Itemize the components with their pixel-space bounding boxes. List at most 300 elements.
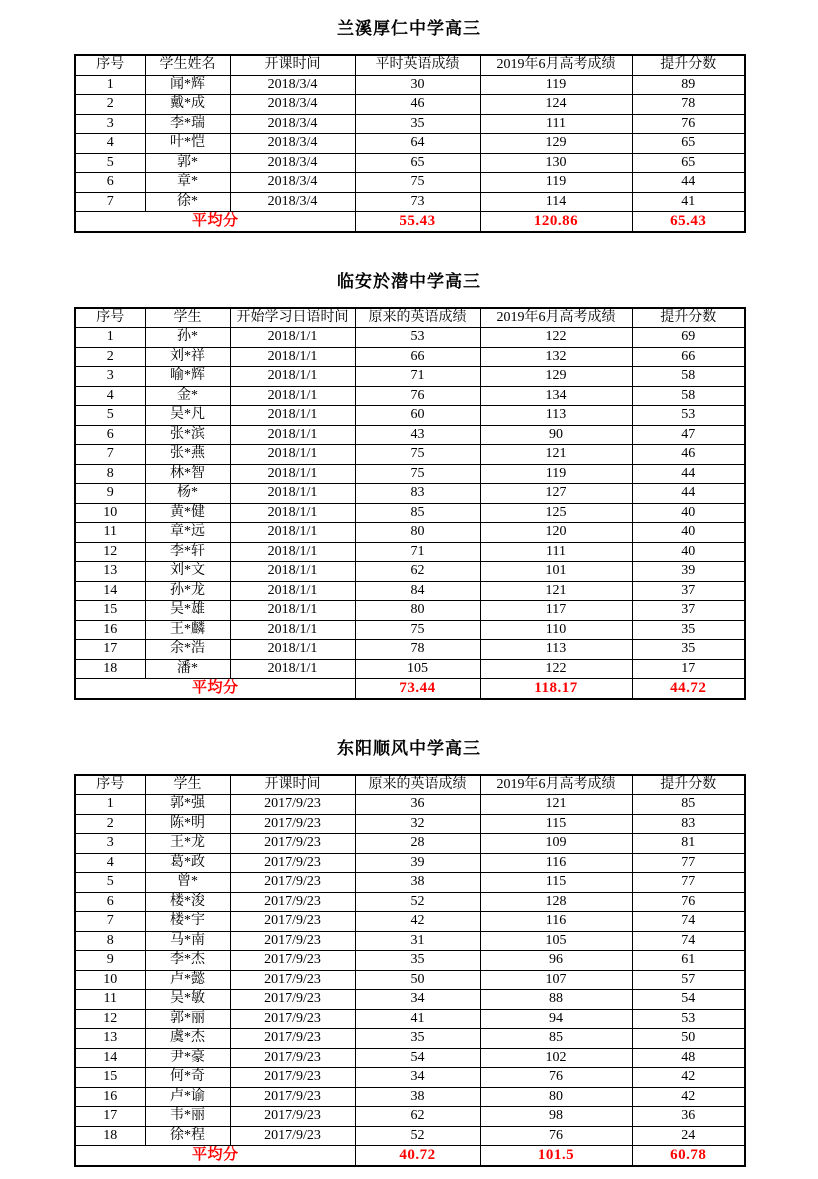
cell: 2017/9/23 <box>230 1107 355 1127</box>
cell: 韦*丽 <box>145 1107 230 1127</box>
average-value: 101.5 <box>480 1146 632 1166</box>
cell: 75 <box>355 173 480 193</box>
cell: 吴*雄 <box>145 601 230 621</box>
table-row <box>75 814 745 834</box>
average-value: 73.44 <box>355 679 480 699</box>
column-header: 提升分数 <box>632 308 745 328</box>
table-row <box>75 601 745 621</box>
table-row <box>75 659 745 679</box>
table-row <box>75 134 745 154</box>
cell: 85 <box>480 1029 632 1049</box>
cell: 2018/1/1 <box>230 659 355 679</box>
cell: 28 <box>355 834 480 854</box>
cell: 105 <box>355 659 480 679</box>
table-row <box>75 853 745 873</box>
cell: 曾* <box>145 873 230 893</box>
cell: 2 <box>75 814 145 834</box>
cell: 15 <box>75 1068 145 1088</box>
cell: 4 <box>75 134 145 154</box>
column-header: 2019年6月高考成绩 <box>480 775 632 795</box>
cell: 80 <box>355 523 480 543</box>
cell: 9 <box>75 484 145 504</box>
cell: 10 <box>75 970 145 990</box>
cell: 郭*丽 <box>145 1009 230 1029</box>
cell: 王*龙 <box>145 834 230 854</box>
cell: 80 <box>355 601 480 621</box>
cell: 134 <box>480 386 632 406</box>
table-row <box>75 892 745 912</box>
cell: 2018/1/1 <box>230 425 355 445</box>
cell: 2017/9/23 <box>230 970 355 990</box>
cell: 2017/9/23 <box>230 1087 355 1107</box>
cell: 2018/1/1 <box>230 503 355 523</box>
cell: 黄*健 <box>145 503 230 523</box>
cell: 2017/9/23 <box>230 1126 355 1146</box>
cell: 129 <box>480 367 632 387</box>
cell: 37 <box>632 581 745 601</box>
table-row <box>75 640 745 660</box>
cell: 12 <box>75 542 145 562</box>
cell: 6 <box>75 425 145 445</box>
table-row <box>75 173 745 193</box>
header-row <box>75 308 745 328</box>
cell: 2018/3/4 <box>230 153 355 173</box>
cell: 章*远 <box>145 523 230 543</box>
cell: 13 <box>75 1029 145 1049</box>
cell: 17 <box>75 640 145 660</box>
cell: 65 <box>355 153 480 173</box>
cell: 85 <box>355 503 480 523</box>
table-row <box>75 873 745 893</box>
cell: 徐* <box>145 192 230 212</box>
cell: 2018/1/1 <box>230 406 355 426</box>
cell: 122 <box>480 328 632 348</box>
cell: 17 <box>75 1107 145 1127</box>
cell: 2018/3/4 <box>230 114 355 134</box>
page-title: 东阳顺风中学高三 <box>337 738 481 758</box>
cell: 44 <box>632 464 745 484</box>
column-header: 平时英语成绩 <box>355 55 480 75</box>
cell: 孙* <box>145 328 230 348</box>
cell: 132 <box>480 347 632 367</box>
header-row <box>75 55 745 75</box>
cell: 121 <box>480 581 632 601</box>
cell: 2018/1/1 <box>230 484 355 504</box>
cell: 53 <box>632 406 745 426</box>
cell: 16 <box>75 620 145 640</box>
table-row <box>75 1068 745 1088</box>
cell: 71 <box>355 542 480 562</box>
column-header: 学生 <box>145 775 230 795</box>
cell: 69 <box>632 328 745 348</box>
column-header: 原来的英语成绩 <box>355 775 480 795</box>
cell: 16 <box>75 1087 145 1107</box>
cell: 74 <box>632 931 745 951</box>
table-row <box>75 1107 745 1127</box>
table-row <box>75 970 745 990</box>
cell: 2018/1/1 <box>230 445 355 465</box>
cell: 戴*成 <box>145 95 230 115</box>
table-row <box>75 114 745 134</box>
column-header: 原来的英语成绩 <box>355 308 480 328</box>
cell: 128 <box>480 892 632 912</box>
average-value: 55.43 <box>355 212 480 232</box>
cell: 2018/3/4 <box>230 95 355 115</box>
table-row <box>75 406 745 426</box>
cell: 6 <box>75 892 145 912</box>
score-table <box>74 54 746 233</box>
table-row <box>75 328 745 348</box>
cell: 80 <box>480 1087 632 1107</box>
cell: 38 <box>355 1087 480 1107</box>
table-row <box>75 1009 745 1029</box>
table-row <box>75 795 745 815</box>
average-label: 平均分 <box>75 1146 355 1166</box>
cell: 52 <box>355 892 480 912</box>
cell: 127 <box>480 484 632 504</box>
cell: 75 <box>355 445 480 465</box>
cell: 35 <box>355 951 480 971</box>
cell: 14 <box>75 581 145 601</box>
cell: 76 <box>632 892 745 912</box>
cell: 2017/9/23 <box>230 873 355 893</box>
cell: 78 <box>355 640 480 660</box>
cell: 62 <box>355 562 480 582</box>
cell: 13 <box>75 562 145 582</box>
average-row <box>75 1146 745 1166</box>
cell: 50 <box>355 970 480 990</box>
average-label: 平均分 <box>75 679 355 699</box>
cell: 2 <box>75 95 145 115</box>
cell: 125 <box>480 503 632 523</box>
cell: 32 <box>355 814 480 834</box>
cell: 杨* <box>145 484 230 504</box>
cell: 31 <box>355 931 480 951</box>
cell: 2018/3/4 <box>230 75 355 95</box>
column-header: 提升分数 <box>632 775 745 795</box>
cell: 2017/9/23 <box>230 990 355 1010</box>
cell: 96 <box>480 951 632 971</box>
cell: 2018/1/1 <box>230 367 355 387</box>
cell: 121 <box>480 795 632 815</box>
cell: 47 <box>632 425 745 445</box>
cell: 65 <box>632 153 745 173</box>
cell: 77 <box>632 853 745 873</box>
table-row <box>75 931 745 951</box>
cell: 35 <box>632 640 745 660</box>
table-row <box>75 192 745 212</box>
cell: 74 <box>632 912 745 932</box>
cell: 54 <box>632 990 745 1010</box>
cell: 24 <box>632 1126 745 1146</box>
cell: 6 <box>75 173 145 193</box>
cell: 81 <box>632 834 745 854</box>
cell: 2018/3/4 <box>230 134 355 154</box>
cell: 35 <box>632 620 745 640</box>
cell: 119 <box>480 464 632 484</box>
table-row <box>75 1087 745 1107</box>
cell: 130 <box>480 153 632 173</box>
column-header: 学生 <box>145 308 230 328</box>
table-row <box>75 386 745 406</box>
cell: 卢*谕 <box>145 1087 230 1107</box>
cell: 张*滨 <box>145 425 230 445</box>
cell: 62 <box>355 1107 480 1127</box>
cell: 李*瑞 <box>145 114 230 134</box>
cell: 65 <box>632 134 745 154</box>
cell: 18 <box>75 1126 145 1146</box>
cell: 2018/1/1 <box>230 581 355 601</box>
cell: 2017/9/23 <box>230 1048 355 1068</box>
cell: 76 <box>632 114 745 134</box>
cell: 15 <box>75 601 145 621</box>
cell: 楼*宇 <box>145 912 230 932</box>
cell: 41 <box>632 192 745 212</box>
cell: 111 <box>480 114 632 134</box>
cell: 48 <box>632 1048 745 1068</box>
column-header: 开始学习日语时间 <box>230 308 355 328</box>
cell: 18 <box>75 659 145 679</box>
cell: 113 <box>480 406 632 426</box>
cell: 8 <box>75 464 145 484</box>
cell: 117 <box>480 601 632 621</box>
cell: 马*南 <box>145 931 230 951</box>
table-row <box>75 1029 745 1049</box>
cell: 尹*豪 <box>145 1048 230 1068</box>
cell: 5 <box>75 873 145 893</box>
cell: 9 <box>75 951 145 971</box>
table-row <box>75 581 745 601</box>
cell: 83 <box>355 484 480 504</box>
cell: 110 <box>480 620 632 640</box>
cell: 11 <box>75 990 145 1010</box>
cell: 2018/1/1 <box>230 640 355 660</box>
cell: 115 <box>480 873 632 893</box>
cell: 2017/9/23 <box>230 951 355 971</box>
average-row <box>75 679 745 699</box>
cell: 章* <box>145 173 230 193</box>
cell: 61 <box>632 951 745 971</box>
cell: 88 <box>480 990 632 1010</box>
cell: 36 <box>355 795 480 815</box>
column-header: 序号 <box>75 55 145 75</box>
cell: 2018/1/1 <box>230 542 355 562</box>
cell: 42 <box>632 1068 745 1088</box>
column-header: 开课时间 <box>230 775 355 795</box>
cell: 2017/9/23 <box>230 814 355 834</box>
cell: 2017/9/23 <box>230 795 355 815</box>
cell: 46 <box>632 445 745 465</box>
cell: 吴*凡 <box>145 406 230 426</box>
cell: 53 <box>632 1009 745 1029</box>
cell: 陈*明 <box>145 814 230 834</box>
cell: 2018/1/1 <box>230 347 355 367</box>
cell: 1 <box>75 75 145 95</box>
cell: 2017/9/23 <box>230 853 355 873</box>
column-header: 2019年6月高考成绩 <box>480 308 632 328</box>
table-row <box>75 484 745 504</box>
cell: 35 <box>355 114 480 134</box>
table-row <box>75 464 745 484</box>
cell: 刘*祥 <box>145 347 230 367</box>
cell: 76 <box>480 1068 632 1088</box>
cell: 129 <box>480 134 632 154</box>
cell: 66 <box>355 347 480 367</box>
cell: 2017/9/23 <box>230 931 355 951</box>
cell: 101 <box>480 562 632 582</box>
cell: 44 <box>632 173 745 193</box>
cell: 2018/1/1 <box>230 620 355 640</box>
average-value: 118.17 <box>480 679 632 699</box>
table-row <box>75 153 745 173</box>
cell: 34 <box>355 1068 480 1088</box>
cell: 35 <box>355 1029 480 1049</box>
cell: 75 <box>355 620 480 640</box>
table-row <box>75 1048 745 1068</box>
cell: 98 <box>480 1107 632 1127</box>
table-row <box>75 990 745 1010</box>
cell: 5 <box>75 406 145 426</box>
cell: 2018/3/4 <box>230 192 355 212</box>
table-row <box>75 620 745 640</box>
cell: 41 <box>355 1009 480 1029</box>
cell: 40 <box>632 523 745 543</box>
cell: 李*杰 <box>145 951 230 971</box>
cell: 5 <box>75 153 145 173</box>
cell: 1 <box>75 328 145 348</box>
cell: 57 <box>632 970 745 990</box>
cell: 60 <box>355 406 480 426</box>
cell: 119 <box>480 173 632 193</box>
cell: 107 <box>480 970 632 990</box>
cell: 2017/9/23 <box>230 912 355 932</box>
cell: 金* <box>145 386 230 406</box>
cell: 2017/9/23 <box>230 1068 355 1088</box>
cell: 44 <box>632 484 745 504</box>
cell: 17 <box>632 659 745 679</box>
cell: 53 <box>355 328 480 348</box>
cell: 42 <box>355 912 480 932</box>
cell: 喻*辉 <box>145 367 230 387</box>
cell: 叶*恺 <box>145 134 230 154</box>
cell: 1 <box>75 795 145 815</box>
cell: 105 <box>480 931 632 951</box>
header-row <box>75 775 745 795</box>
cell: 40 <box>632 503 745 523</box>
cell: 4 <box>75 853 145 873</box>
cell: 楼*浚 <box>145 892 230 912</box>
column-header: 序号 <box>75 775 145 795</box>
cell: 2017/9/23 <box>230 834 355 854</box>
section-dongyang-shunfeng <box>0 738 818 1167</box>
cell: 7 <box>75 912 145 932</box>
table-row <box>75 523 745 543</box>
cell: 36 <box>632 1107 745 1127</box>
table-row <box>75 562 745 582</box>
average-value: 44.72 <box>632 679 745 699</box>
average-row <box>75 212 745 232</box>
section-lanxi-houren <box>0 18 818 233</box>
cell: 42 <box>632 1087 745 1107</box>
cell: 122 <box>480 659 632 679</box>
cell: 2017/9/23 <box>230 1029 355 1049</box>
cell: 虞*杰 <box>145 1029 230 1049</box>
cell: 75 <box>355 464 480 484</box>
table-row <box>75 425 745 445</box>
cell: 2018/1/1 <box>230 523 355 543</box>
cell: 2017/9/23 <box>230 892 355 912</box>
cell: 闻*辉 <box>145 75 230 95</box>
cell: 2018/1/1 <box>230 562 355 582</box>
cell: 2018/1/1 <box>230 386 355 406</box>
cell: 刘*文 <box>145 562 230 582</box>
cell: 121 <box>480 445 632 465</box>
cell: 林*智 <box>145 464 230 484</box>
average-value: 65.43 <box>632 212 745 232</box>
cell: 2018/3/4 <box>230 173 355 193</box>
cell: 孙*龙 <box>145 581 230 601</box>
page-title: 兰溪厚仁中学高三 <box>337 19 481 38</box>
cell: 14 <box>75 1048 145 1068</box>
average-value: 60.78 <box>632 1146 745 1166</box>
section-linan-yuqian <box>0 271 818 700</box>
column-header: 学生姓名 <box>145 55 230 75</box>
table-row <box>75 503 745 523</box>
cell: 78 <box>632 95 745 115</box>
cell: 71 <box>355 367 480 387</box>
cell: 76 <box>480 1126 632 1146</box>
cell: 120 <box>480 523 632 543</box>
cell: 116 <box>480 853 632 873</box>
cell: 2018/1/1 <box>230 601 355 621</box>
cell: 郭* <box>145 153 230 173</box>
table-row <box>75 95 745 115</box>
cell: 54 <box>355 1048 480 1068</box>
cell: 卢*懿 <box>145 970 230 990</box>
cell: 7 <box>75 192 145 212</box>
cell: 52 <box>355 1126 480 1146</box>
cell: 11 <box>75 523 145 543</box>
cell: 39 <box>355 853 480 873</box>
cell: 2018/1/1 <box>230 328 355 348</box>
cell: 58 <box>632 367 745 387</box>
cell: 3 <box>75 114 145 134</box>
cell: 76 <box>355 386 480 406</box>
cell: 124 <box>480 95 632 115</box>
cell: 66 <box>632 347 745 367</box>
cell: 2 <box>75 347 145 367</box>
column-header: 序号 <box>75 308 145 328</box>
cell: 102 <box>480 1048 632 1068</box>
cell: 50 <box>632 1029 745 1049</box>
cell: 90 <box>480 425 632 445</box>
cell: 余*浩 <box>145 640 230 660</box>
cell: 2018/1/1 <box>230 464 355 484</box>
table-row <box>75 834 745 854</box>
cell: 38 <box>355 873 480 893</box>
cell: 46 <box>355 95 480 115</box>
column-header: 提升分数 <box>632 55 745 75</box>
cell: 30 <box>355 75 480 95</box>
table-row <box>75 347 745 367</box>
table-row <box>75 542 745 562</box>
cell: 115 <box>480 814 632 834</box>
table-row <box>75 445 745 465</box>
cell: 77 <box>632 873 745 893</box>
cell: 徐*程 <box>145 1126 230 1146</box>
cell: 12 <box>75 1009 145 1029</box>
cell: 73 <box>355 192 480 212</box>
